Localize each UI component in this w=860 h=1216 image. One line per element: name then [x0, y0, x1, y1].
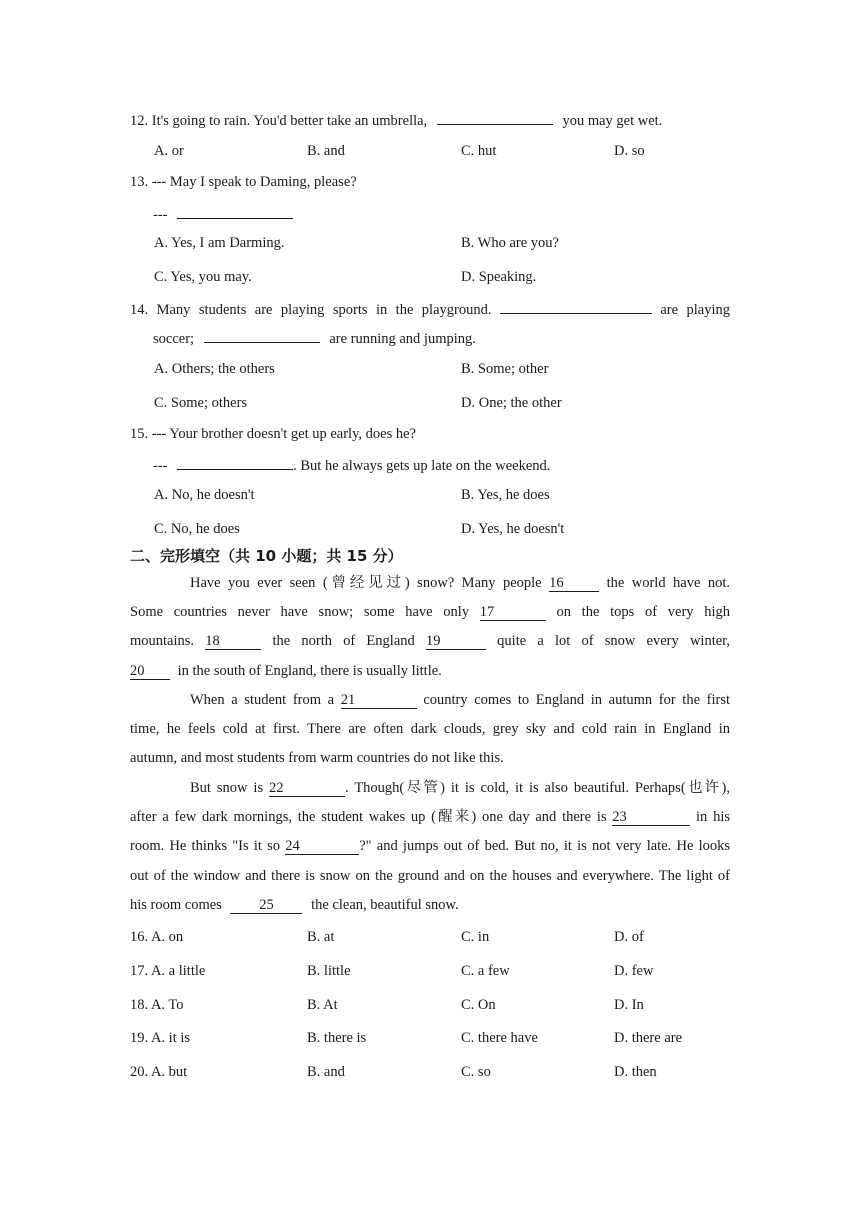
cloze-blank-22[interactable]: 22 — [269, 780, 345, 797]
passage-p2-line-2: time, he feels cold at first. There are often dark clouds, grey sky and cold rain in England in — [130, 721, 730, 737]
q13-option-b: B. Who are you? — [461, 235, 559, 251]
q15-answer-blank[interactable] — [177, 454, 293, 470]
cloze-blank-23[interactable]: 23 — [612, 809, 690, 826]
question-14-line-2 — [153, 327, 476, 349]
q13-option-a: A. Yes, I am Darming. — [154, 235, 285, 251]
q12-option-b: B. and — [307, 143, 345, 159]
passage-text: But snow is — [190, 780, 264, 796]
cloze-blank-20[interactable]: 20 — [130, 663, 170, 680]
q14-line2-after: are running and jumping. — [329, 331, 476, 347]
cloze-blank-19[interactable]: 19 — [426, 633, 486, 650]
q12-stem-after: you may get wet. — [562, 113, 663, 129]
q14-line1-before: 14. Many students are playing sports in the playground. — [130, 302, 492, 318]
passage-text: room. He thinks "Is it so — [130, 838, 280, 854]
q13-reply-line — [153, 203, 293, 225]
passage-p1-line-3 — [130, 631, 730, 651]
q20-option-a: 20. A. but — [130, 1064, 188, 1080]
q15-reply-prefix: --- — [153, 458, 168, 474]
q15-option-d: D. Yes, he doesn't — [461, 521, 565, 537]
q18-option-d: D. In — [614, 997, 644, 1013]
q15-option-a: A. No, he doesn't — [154, 487, 255, 503]
q13-reply-prefix: --- — [153, 207, 168, 223]
q17-option-b: B. little — [307, 963, 351, 979]
question-12-stem — [130, 109, 662, 131]
q14-answer-blank-1[interactable] — [500, 298, 652, 314]
passage-p3-line-2 — [130, 807, 730, 827]
q13-answer-blank[interactable] — [177, 203, 293, 219]
question-13-stem: 13. --- May I speak to Daming, please? — [130, 174, 357, 190]
q19-option-c: C. there have — [461, 1030, 538, 1046]
q12-answer-blank[interactable] — [437, 109, 553, 125]
passage-p3-line-4: out of the window and there is snow on the ground and on the houses and everywhere. The light of — [130, 868, 730, 884]
q14-answer-blank-2[interactable] — [204, 327, 320, 343]
passage-text: mountains. — [130, 633, 195, 649]
passage-text: Have you ever seen (曾经见过) snow? Many people — [190, 575, 542, 591]
q12-option-d: D. so — [614, 143, 645, 159]
passage-text: in his — [696, 809, 730, 825]
q15-reply-after: . But he always gets up late on the weekend. — [293, 458, 551, 474]
q17-option-a: 17. A. a little — [130, 963, 206, 979]
question-14-line-1 — [130, 298, 730, 320]
q17-option-d: D. few — [614, 963, 654, 979]
passage-p3-line-5 — [130, 895, 459, 915]
section-2-heading: 二、完形填空（共 10 小题；共 15 分） — [130, 547, 403, 565]
q16-option-d: D. of — [614, 929, 644, 945]
passage-text: his room comes — [130, 897, 222, 913]
passage-p1-line-4 — [130, 661, 442, 681]
cloze-blank-16[interactable]: 16 — [549, 575, 599, 592]
q20-option-c: C. so — [461, 1064, 491, 1080]
q13-option-c: C. Yes, you may. — [154, 269, 252, 285]
passage-text: ?" and jumps out of bed. But no, it is not very late. He looks — [359, 838, 731, 854]
passage-text: after a few dark mornings, the student wakes up (醒来) one day and there is — [130, 809, 607, 825]
q13-option-d: D. Speaking. — [461, 269, 537, 285]
q19-option-a: 19. A. it is — [130, 1030, 191, 1046]
q16-option-b: B. at — [307, 929, 335, 945]
q17-option-c: C. a few — [461, 963, 510, 979]
passage-p2-line-3: autumn, and most students from warm countries do not like this. — [130, 750, 504, 766]
cloze-blank-24[interactable]: 24 — [285, 838, 359, 855]
passage-text: the world have not. — [606, 575, 731, 591]
q18-option-c: C. On — [461, 997, 496, 1013]
cloze-blank-17[interactable]: 17 — [480, 604, 546, 621]
passage-text: the north of England — [272, 633, 415, 649]
q19-option-b: B. there is — [307, 1030, 367, 1046]
q14-option-a: A. Others; the others — [154, 361, 275, 377]
q12-option-c: C. hut — [461, 143, 497, 159]
passage-text: When a student from a — [190, 692, 335, 708]
q19-option-d: D. there are — [614, 1030, 683, 1046]
q12-option-a: A. or — [154, 143, 184, 159]
q18-option-a: 18. A. To — [130, 997, 184, 1013]
passage-p1-line-2 — [130, 602, 730, 622]
q14-line2-before: soccer; — [153, 331, 195, 347]
q14-option-d: D. One; the other — [461, 395, 562, 411]
q15-reply-line — [153, 454, 550, 476]
passage-text: on the tops of very high — [556, 604, 731, 620]
q20-option-b: B. and — [307, 1064, 345, 1080]
q15-option-c: C. No, he does — [154, 521, 240, 537]
q14-option-c: C. Some; others — [154, 395, 248, 411]
cloze-blank-25[interactable]: 25 — [230, 897, 302, 914]
q15-option-b: B. Yes, he does — [461, 487, 550, 503]
passage-text: country comes to England in autumn for the first — [423, 692, 730, 708]
passage-p3-line-1 — [130, 778, 730, 798]
q16-option-a: 16. A. on — [130, 929, 184, 945]
question-15-stem: 15. --- Your brother doesn't get up early, does he? — [130, 426, 416, 442]
passage-text: . Though(尽管) it is cold, it is also beautiful. Perhaps(也许), — [345, 780, 731, 796]
passage-text: quite a lot of snow every winter, — [497, 633, 731, 649]
passage-text: the clean, beautiful snow. — [311, 897, 459, 913]
passage-p1-line-1 — [130, 573, 730, 593]
q16-option-c: C. in — [461, 929, 490, 945]
passage-text: in the south of England, there is usually little. — [177, 663, 442, 679]
passage-p2-line-1 — [130, 690, 730, 710]
q18-option-b: B. At — [307, 997, 338, 1013]
q20-option-d: D. then — [614, 1064, 657, 1080]
passage-p3-line-3 — [130, 836, 730, 856]
q12-stem-before: 12. It's going to rain. You'd better take an umbrella, — [130, 113, 428, 129]
q14-line1-after: are playing — [660, 302, 730, 318]
cloze-blank-18[interactable]: 18 — [205, 633, 261, 650]
cloze-blank-21[interactable]: 21 — [341, 692, 417, 709]
q14-option-b: B. Some; other — [461, 361, 549, 377]
passage-text: Some countries never have snow; some have only — [130, 604, 470, 620]
